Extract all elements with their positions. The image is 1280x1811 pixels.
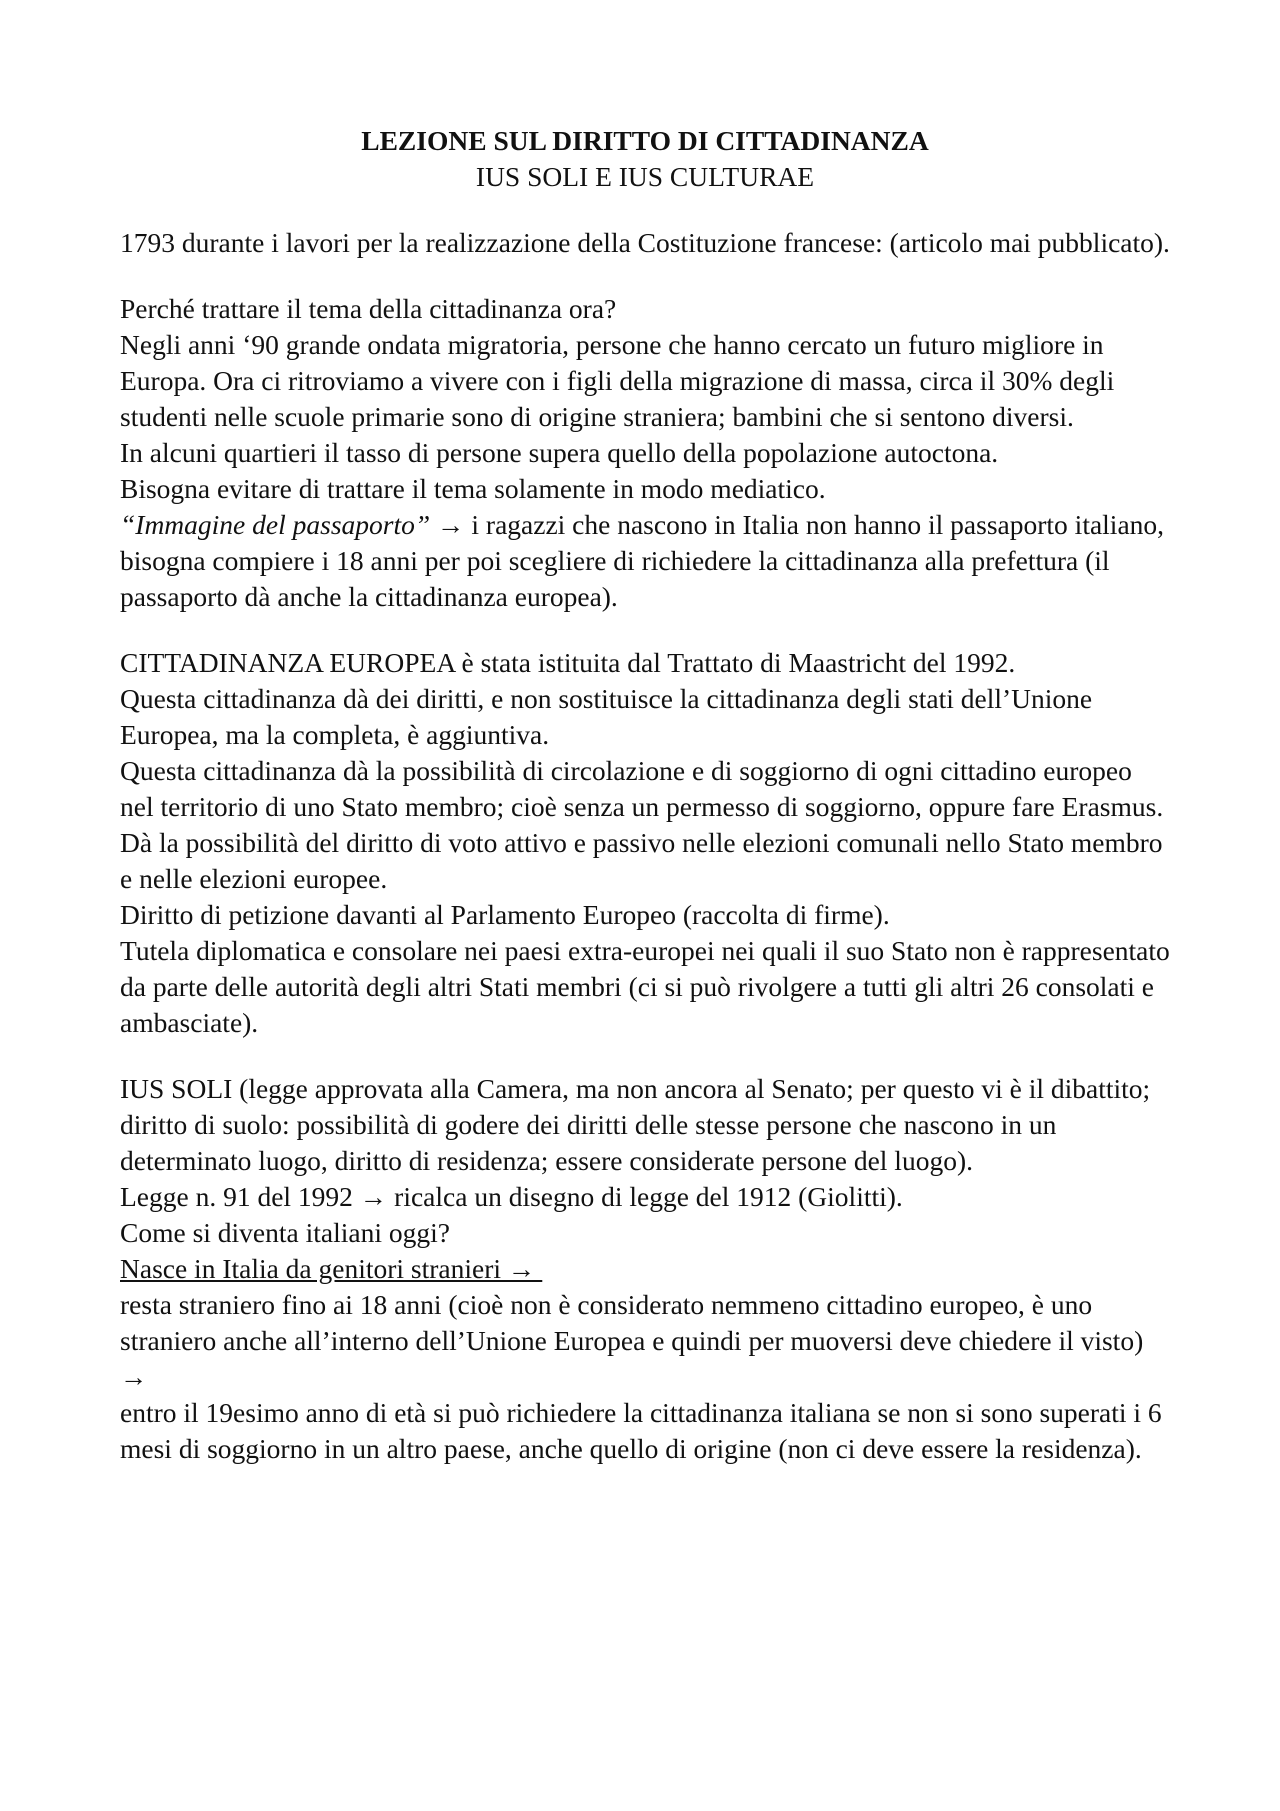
paragraph-line: Negli anni ‘90 grande ondata migratoria, persone che hanno cercato un futuro migliore in Europa. Ora ci ritroviamo a vivere con i figli della migrazione di massa, circa il 30% degli studenti nelle scuole primarie sono di origine straniera; bambini che si sentono diversi. [120, 329, 1122, 432]
section-why [120, 291, 1170, 615]
paragraph-line: Dà la possibilità del diritto di voto attivo e passivo nelle elezioni comunali nello Stato membro e nelle elezioni europee. [120, 827, 1170, 894]
paragraph-line: Questa cittadinanza dà la possibilità di circolazione e di soggiorno di ogni cittadino europeo nel territorio di uno Stato membro; cioè senza un permesso di soggiorno, oppure fare Erasmus. [120, 755, 1164, 822]
passport-quote: “Immagine del passaporto” [120, 509, 431, 540]
paragraph-line: CITTADINANZA EUROPEA è stata istituita dal Trattato di Maastricht del 1992. [120, 647, 1016, 678]
paragraph-line: IUS SOLI (legge approvata alla Camera, ma non ancora al Senato; per questo vi è il dibattito; diritto di suolo: possibilità di godere dei diritti delle stesse persone che nascono in un determinato luogo, diritto di residenza; essere considerate persone del luogo). [120, 1073, 1158, 1176]
section-ius-soli [120, 1071, 1170, 1467]
paragraph-line: In alcuni quartieri il tasso di persone supera quello della popolazione autoctona. [120, 437, 999, 468]
passport-text: → i ragazzi che nascono in Italia non hanno il passaporto italiano, bisogna compiere i 18 anni per poi scegliere di richiedere la cittadinanza alla prefettura (il passaporto dà anche la cittadinanza europea). [120, 509, 1171, 612]
paragraph-line: Perché trattare il tema della cittadinanza ora? [120, 293, 617, 324]
paragraph-line: Bisogna evitare di trattare il tema solamente in modo mediatico. [120, 473, 826, 504]
section-european-citizenship [120, 645, 1177, 1041]
paragraph-line: entro il 19esimo anno di età si può richiedere la cittadinanza italiana se non si sono superati i 6 mesi di soggiorno in un altro paese, anche quello di origine (non ci deve essere la residenza). [120, 1397, 1169, 1464]
document-title: LEZIONE SUL DIRITTO DI CITTADINANZA [361, 125, 929, 156]
paragraph-line: Legge n. 91 del 1992 → ricalca un disegno di legge del 1912 (Giolitti). [120, 1181, 903, 1212]
paragraph-line: Questa cittadinanza dà dei diritti, e non sostituisce la cittadinanza degli stati dell’Unione Europea, ma la completa, è aggiuntiva. [120, 683, 1100, 750]
paragraph-line: Tutela diplomatica e consolare nei paesi extra-europei nei quali il suo Stato non è rappresentato da parte delle autorità degli altri Stati membri (ci si può rivolgere a tutti gli altri 26 consolati e ambasciate). [120, 935, 1177, 1038]
paragraph-line: Come si diventa italiani oggi? [120, 1217, 450, 1248]
underlined-heading: Nasce in Italia da genitori stranieri → [120, 1253, 543, 1284]
document-body [120, 123, 1177, 1467]
paragraph-line: resta straniero fino ai 18 anni (cioè non è considerato nemmeno cittadino europeo, è uno straniero anche all’interno dell’Unione Europea e quindi per muoversi deve chiedere il visto) → [120, 1289, 1151, 1392]
intro-paragraph: 1793 durante i lavori per la realizzazione della Costituzione francese: (articolo mai pubblicato). [120, 227, 1170, 258]
document-subtitle: IUS SOLI E IUS CULTURAE [475, 161, 815, 192]
passport-paragraph [120, 507, 1170, 615]
paragraph-line: Diritto di petizione davanti al Parlamento Europeo (raccolta di firme). [120, 899, 890, 930]
